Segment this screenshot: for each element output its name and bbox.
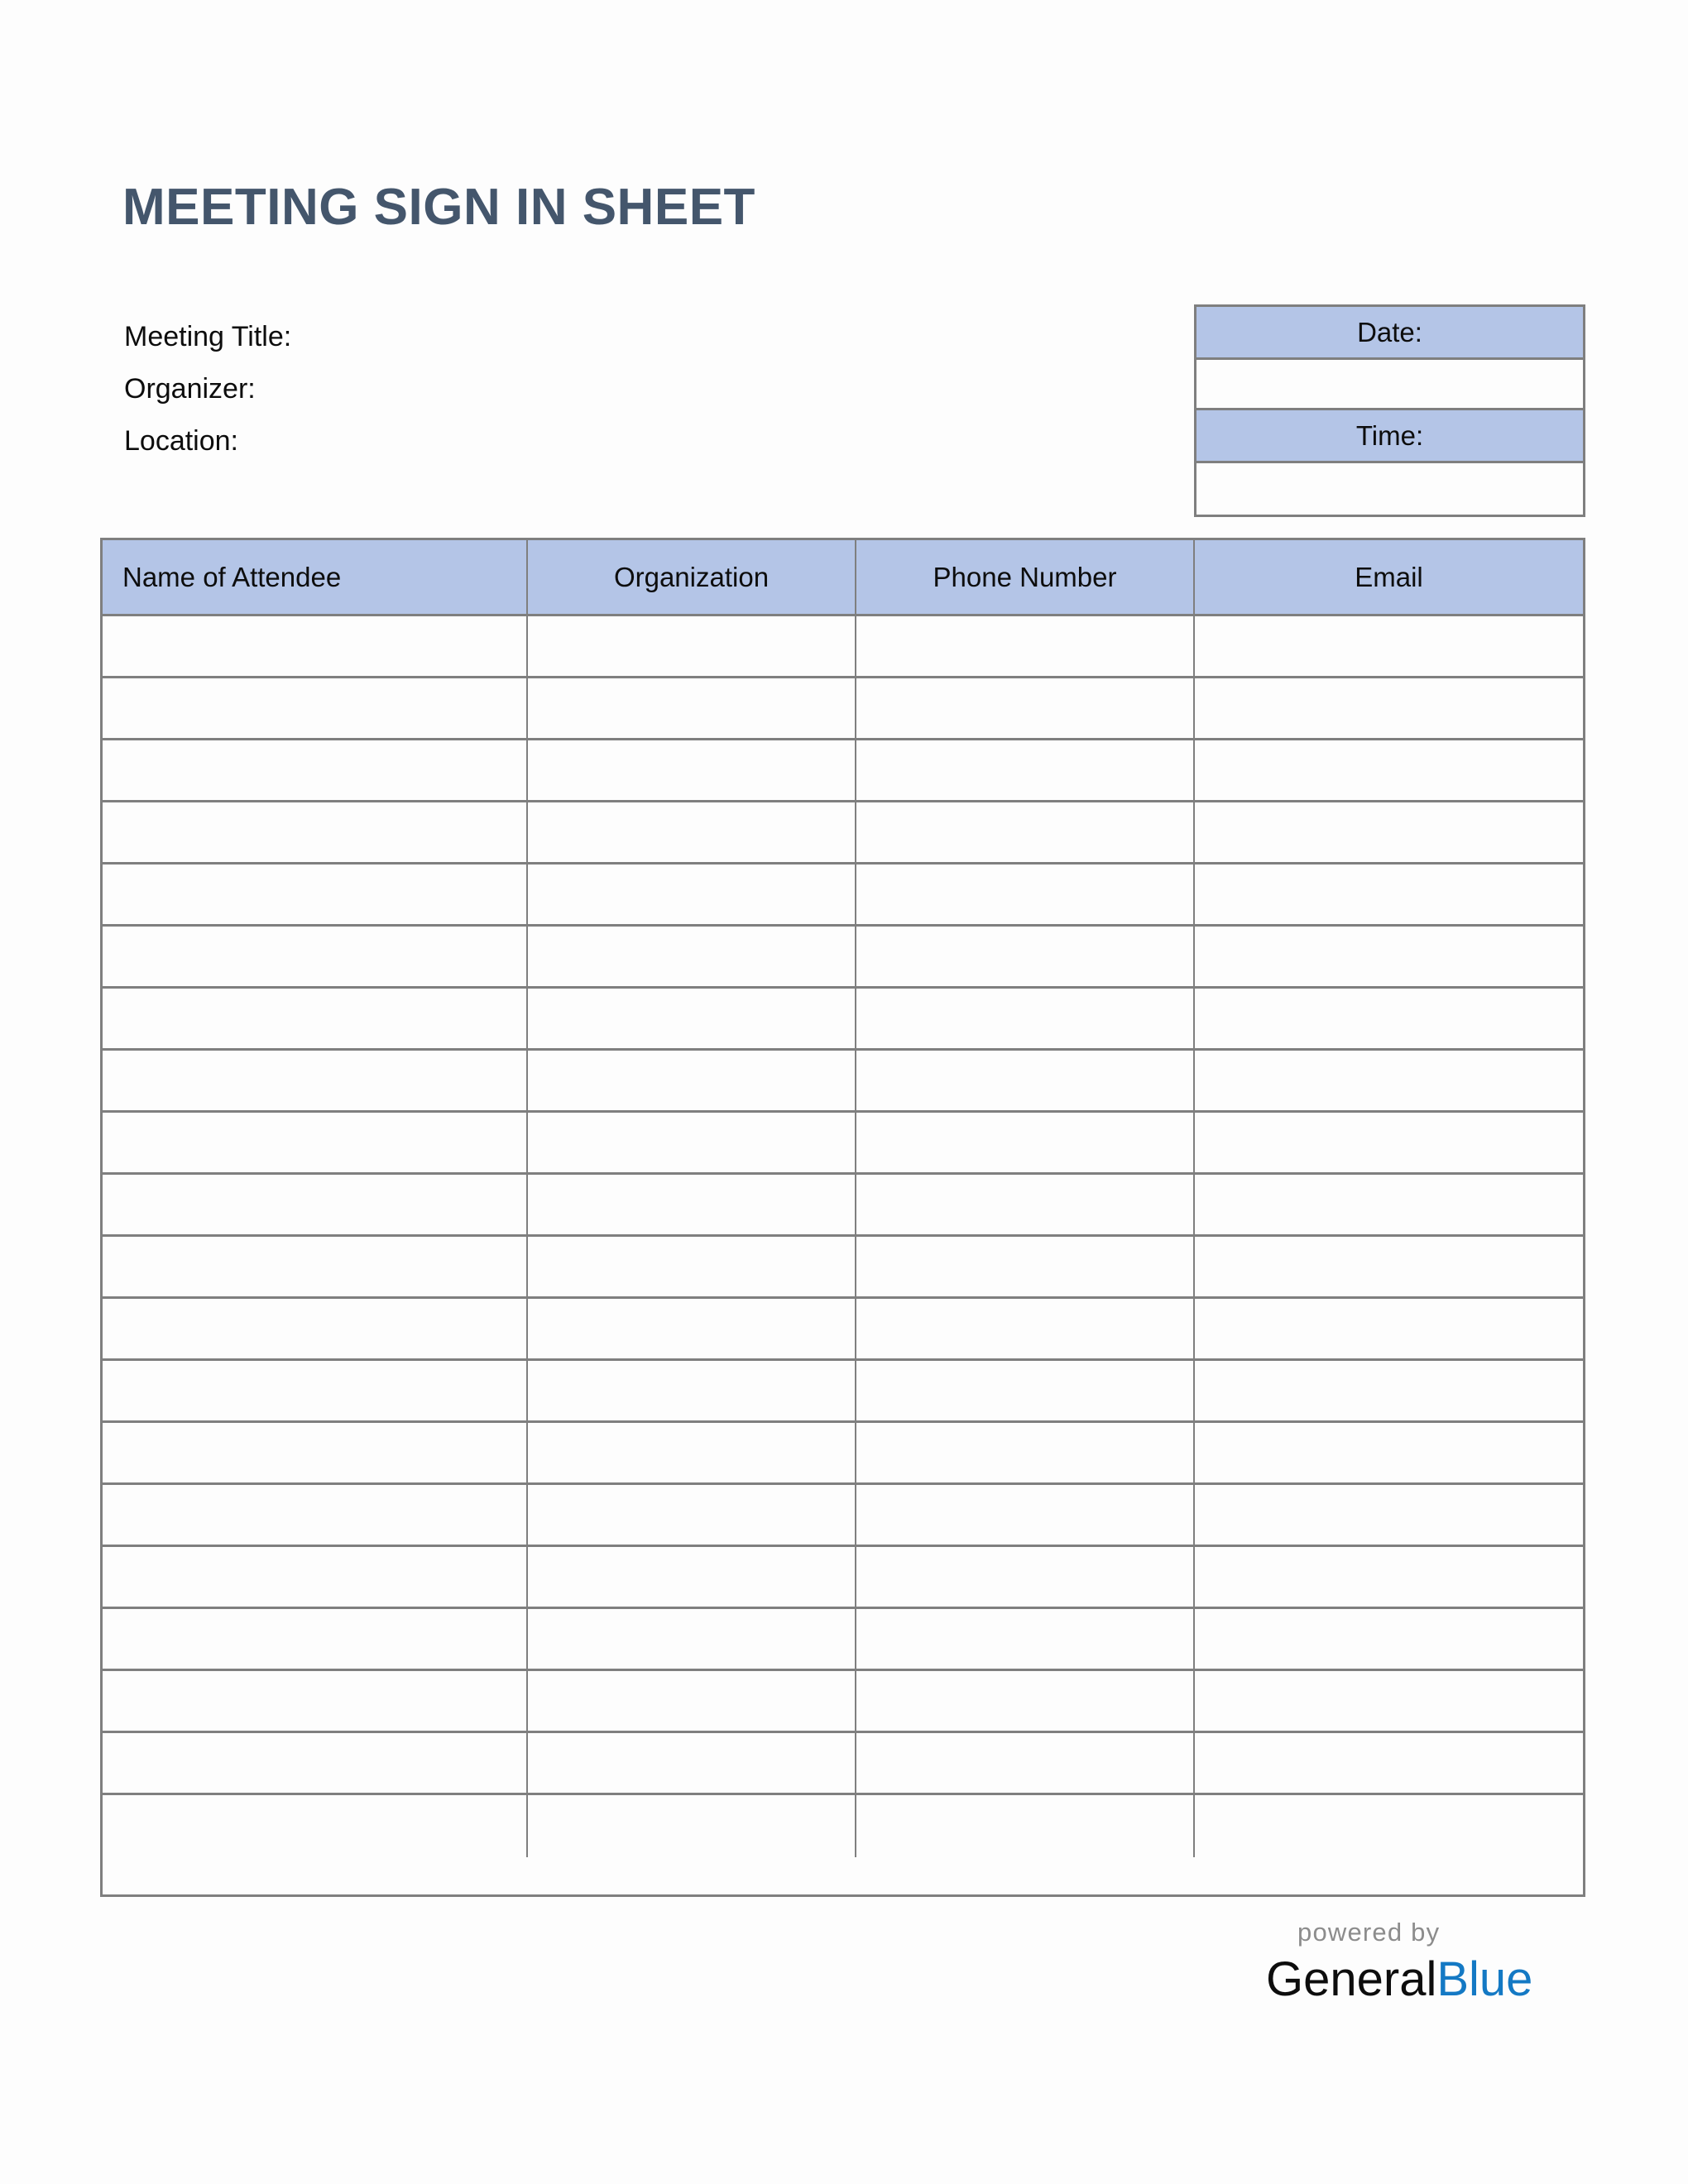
table-cell[interactable] xyxy=(1195,1733,1583,1793)
table-cell[interactable] xyxy=(103,1733,528,1793)
table-cell[interactable] xyxy=(1195,1671,1583,1731)
table-cell[interactable] xyxy=(528,1733,856,1793)
table-cell[interactable] xyxy=(856,1299,1195,1358)
table-cell[interactable] xyxy=(1195,616,1583,676)
table-row xyxy=(103,1547,1583,1609)
table-row xyxy=(103,1485,1583,1547)
table-cell[interactable] xyxy=(1195,1361,1583,1420)
table-cell[interactable] xyxy=(856,678,1195,738)
table-cell[interactable] xyxy=(103,864,528,924)
table-cell[interactable] xyxy=(1195,1113,1583,1172)
table-cell[interactable] xyxy=(856,927,1195,986)
table-cell[interactable] xyxy=(528,1795,856,1857)
table-cell[interactable] xyxy=(1195,1299,1583,1358)
table-cell[interactable] xyxy=(103,740,528,800)
table-cell[interactable] xyxy=(1195,1485,1583,1545)
table-cell[interactable] xyxy=(856,1609,1195,1669)
table-row xyxy=(103,1175,1583,1237)
table-row xyxy=(103,927,1583,989)
table-cell[interactable] xyxy=(856,1361,1195,1420)
table-cell[interactable] xyxy=(103,1237,528,1296)
table-cell[interactable] xyxy=(856,1733,1195,1793)
table-cell[interactable] xyxy=(103,1795,528,1857)
table-cell[interactable] xyxy=(1195,1609,1583,1669)
table-cell[interactable] xyxy=(856,1547,1195,1607)
table-cell[interactable] xyxy=(856,1795,1195,1857)
table-row xyxy=(103,1113,1583,1175)
table-cell[interactable] xyxy=(528,1361,856,1420)
table-row xyxy=(103,678,1583,740)
table-row xyxy=(103,1671,1583,1733)
table-header-row xyxy=(103,540,1583,616)
table-cell[interactable] xyxy=(528,1547,856,1607)
table-cell[interactable] xyxy=(1195,1547,1583,1607)
table-cell[interactable] xyxy=(856,1237,1195,1296)
table-cell[interactable] xyxy=(856,1175,1195,1234)
table-row xyxy=(103,1609,1583,1671)
table-cell[interactable] xyxy=(856,1051,1195,1110)
table-cell[interactable] xyxy=(856,740,1195,800)
table-cell[interactable] xyxy=(528,1051,856,1110)
table-cell[interactable] xyxy=(103,1175,528,1234)
table-cell[interactable] xyxy=(1195,1237,1583,1296)
date-value-field[interactable] xyxy=(1196,360,1583,410)
table-row xyxy=(103,1795,1583,1857)
time-value-field[interactable] xyxy=(1196,463,1583,514)
table-cell[interactable] xyxy=(856,1113,1195,1172)
table-cell[interactable] xyxy=(528,1299,856,1358)
table-cell[interactable] xyxy=(103,616,528,676)
table-cell[interactable] xyxy=(103,927,528,986)
table-cell[interactable] xyxy=(856,989,1195,1048)
table-cell[interactable] xyxy=(103,1299,528,1358)
time-label-cell: Time: xyxy=(1196,410,1583,463)
table-cell[interactable] xyxy=(528,802,856,862)
table-row xyxy=(103,616,1583,678)
table-row xyxy=(103,1237,1583,1299)
table-cell[interactable] xyxy=(1195,864,1583,924)
table-cell[interactable] xyxy=(528,1423,856,1482)
column-header-email: Email xyxy=(1355,561,1423,592)
table-row xyxy=(103,989,1583,1051)
table-cell[interactable] xyxy=(528,740,856,800)
table-cell[interactable] xyxy=(528,927,856,986)
column-header-phone-number: Phone Number xyxy=(856,540,1195,614)
table-row xyxy=(103,1299,1583,1361)
table-cell[interactable] xyxy=(856,1423,1195,1482)
table-row xyxy=(103,740,1583,802)
table-row xyxy=(103,1423,1583,1485)
brand-blue-text: Blue xyxy=(1436,1952,1533,2006)
table-cell[interactable] xyxy=(856,1485,1195,1545)
table-cell[interactable] xyxy=(856,802,1195,862)
attendee-table xyxy=(100,538,1585,1897)
table-cell[interactable] xyxy=(528,1113,856,1172)
table-cell[interactable] xyxy=(528,989,856,1048)
column-header-organization: Organization xyxy=(528,540,856,614)
table-cell[interactable] xyxy=(1195,802,1583,862)
table-cell[interactable] xyxy=(528,1175,856,1234)
brand-general-text: General xyxy=(1266,1952,1437,2006)
table-cell[interactable] xyxy=(1195,740,1583,800)
table-cell[interactable] xyxy=(1195,1051,1583,1110)
table-cell[interactable] xyxy=(1195,1175,1583,1234)
meeting-title-label: Meeting Title: xyxy=(124,321,292,352)
page-title: MEETING SIGN IN SHEET xyxy=(122,179,755,236)
meeting-meta-fields xyxy=(124,311,869,467)
table-cell[interactable] xyxy=(103,989,528,1048)
table-cell[interactable] xyxy=(1195,1423,1583,1482)
table-cell[interactable] xyxy=(103,1485,528,1545)
table-cell[interactable] xyxy=(103,1423,528,1482)
table-body xyxy=(103,616,1583,1857)
table-row xyxy=(103,1051,1583,1113)
brand-wordmark xyxy=(1266,1953,1589,2006)
table-cell[interactable] xyxy=(103,1361,528,1420)
table-cell[interactable] xyxy=(103,678,528,738)
powered-by-label: powered by xyxy=(1297,1918,1441,1947)
table-cell[interactable] xyxy=(528,1609,856,1669)
table-cell[interactable] xyxy=(856,864,1195,924)
organizer-label: Organizer: xyxy=(124,373,256,405)
table-cell[interactable] xyxy=(103,1051,528,1110)
table-cell[interactable] xyxy=(1195,678,1583,738)
table-cell[interactable] xyxy=(1195,927,1583,986)
table-cell[interactable] xyxy=(528,864,856,924)
table-cell[interactable] xyxy=(528,1485,856,1545)
table-row xyxy=(103,1733,1583,1795)
table-cell[interactable] xyxy=(528,678,856,738)
table-cell[interactable] xyxy=(856,1671,1195,1731)
table-cell[interactable] xyxy=(103,1113,528,1172)
date-time-box xyxy=(1194,304,1585,517)
location-label: Location: xyxy=(124,425,238,457)
table-cell[interactable] xyxy=(856,616,1195,676)
table-row xyxy=(103,1361,1583,1423)
table-cell[interactable] xyxy=(528,1237,856,1296)
column-header-name-of-attendee: Name of Attendee xyxy=(103,540,528,614)
table-cell[interactable] xyxy=(103,1609,528,1669)
table-cell[interactable] xyxy=(103,1671,528,1731)
general-blue-logo xyxy=(1266,1919,1589,2006)
table-cell[interactable] xyxy=(528,616,856,676)
table-cell[interactable] xyxy=(1195,989,1583,1048)
table-row xyxy=(103,802,1583,864)
table-cell[interactable] xyxy=(1195,1795,1583,1857)
table-row xyxy=(103,864,1583,927)
table-cell[interactable] xyxy=(528,1671,856,1731)
table-cell[interactable] xyxy=(103,802,528,862)
table-cell[interactable] xyxy=(103,1547,528,1607)
date-label-cell: Date: xyxy=(1196,307,1583,360)
